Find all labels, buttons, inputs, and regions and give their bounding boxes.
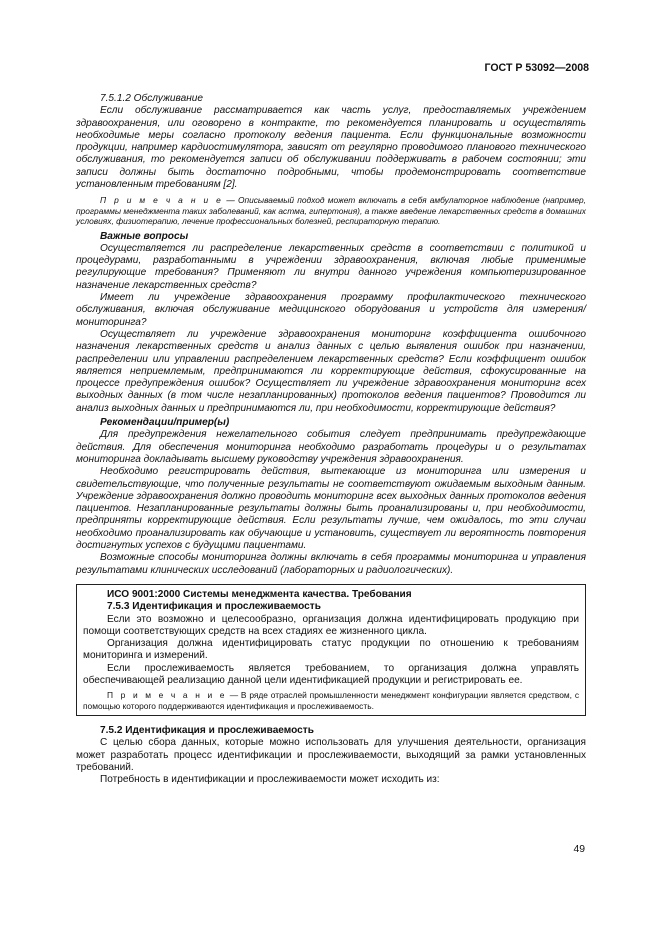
note-text: — Описываемый подход может включать в себя амбулаторное наблюдение (например, программы менеджмента таких заболеваний, как астма, гипертония), а также введение лекарственных средств в домашних условиях, физиотерапию, лечение профессиональных болезней, респираторную терапию. [76,195,586,227]
question-1: Осуществляется ли распределение лекарственных средств в соответствии с политикой и процедурами, разработанными в учреждении здравоохранения, включая любые применимые регулирующие требования? Применяют ли внутри данного учреждения компьютеризированное назначение лекарственных средств? [76,242,586,291]
recommendations-heading: Рекомендации/пример(ы) [100,417,230,429]
iso-note-text: — В ряде отраслей промышленности менеджмент конфигурации является средством, с помощью которого поддерживаются идентификация и прослеживаемость. [83,690,580,711]
section-752-paragraph-2: Потребность в идентификации и прослеживаемости может исходить из: [100,774,440,786]
iso-box-note [83,690,579,711]
section-752-paragraph-1: С целью сбора данных, которые можно использовать для улучшения деятельности, организация может разработать процесс идентификации и прослеживаемости, выходящий за рамки установленных требований. [76,737,586,773]
iso-box-paragraph-2: Организация должна идентифицировать статус продукции по отношению к требованиям мониторинга и измерений. [83,638,579,662]
page-content [76,93,586,787]
iso-quote-box [76,584,586,716]
question-3: Осуществляет ли учреждение здравоохранения мониторинг коэффициента ошибочного назначения лекарственных средств и анализ данных с целью выявления ошибок при назначении, распределении или управлении распределением лекарственных средств? Если коэффициент ошибок является неприемлемым, предпринимаются ли корректирующие действия, сфокусированные на процессе предупреждения ошибок? Осуществляет ли учреждение здравоохранения мониторинг всех выходных данных (в том числе незапланированных) протоколов ведения пациентов? Проводится ли анализ выходных данных и предпринимаются ли, при необходимости, корректирующие действия? [76,328,586,414]
recommendation-1: Для предупреждения нежелательного события следует предпринимать предупреждающие действия. Для обеспечения мониторинга необходимо разработать процедуры и о результатах мониторинга докладывать высшему руководству учреждения здравоохранения. [76,429,586,465]
note-label: П р и м е ч а н и е [100,195,224,206]
question-2: Имеет ли учреждение здравоохранения программу профилактического технического обслуживания, включая обслуживание медицинского оборудования и устройств для измерения/мониторинга? [76,292,586,328]
iso-box-paragraph-3: Если прослеживаемость является требованием, то организация должна управлять обеспечивающей реализацию данной цели идентификацией продукции и регистрировать ее. [83,662,579,686]
note-7512 [76,195,586,226]
section-7512-heading: 7.5.1.2 Обслуживание [100,93,203,104]
recommendation-2: Необходимо регистрировать действия, вытекающие из мониторинга или измерения и свидетельствующие, что полученные результаты не соответствуют ожидаемым выходным данным. Учреждение здравоохранения должно проводить мониторинг всех выходных данных протоколов ведения пациентов. Незапланированные результаты должны быть проанализированы и, при необходимости, предприняты корректирующие действия. Если результаты лучше, чем ожидалось, то эти случаи необходимо проанализировать как обучающие и установить, существует ли вероятность повторения достигнутых успехов с будущими пациентами. [76,466,586,552]
iso-box-title: ИСО 9001:2000 Системы менеджмента качества. Требования [107,588,412,600]
iso-box-paragraph-1: Если это возможно и целесообразно, организация должна идентифицировать продукцию при помощи соответствующих средств на всех стадиях ее жизненного цикла. [83,613,579,637]
iso-note-label: П р и м е ч а н и е [107,690,227,701]
iso-box-heading: 7.5.3 Идентификация и прослеживаемость [107,601,321,613]
recommendation-3: Возможные способы мониторинга должны включать в себя программы мониторинга и управления результатами клинических исследований (лабораторных и радиологических). [76,552,586,576]
questions-heading: Важные вопросы [100,230,189,242]
section-7512-paragraph: Если обслуживание рассматривается как часть услуг, предоставляемых учреждением здравоохранения, или оговорено в контракте, то рекомендуется планировать и осуществлять необходимые меры согласно протоколу ведения пациента. Если функциональные возможности продукции, например кардиостимулятора, зависят от регулярно проводимого планового технического обслуживания, то рекомендуется записи об обслуживании поддерживать в рабочем состоянии; эти записи должны быть достаточно подробными, чтобы продемонстрировать соответствие установленным требованиям [2]. [76,105,586,191]
page-number: 49 [573,844,585,855]
standard-header: ГОСТ Р 53092—2008 [484,62,589,74]
section-752 [76,725,586,786]
section-752-heading: 7.5.2 Идентификация и прослеживаемость [100,725,314,737]
